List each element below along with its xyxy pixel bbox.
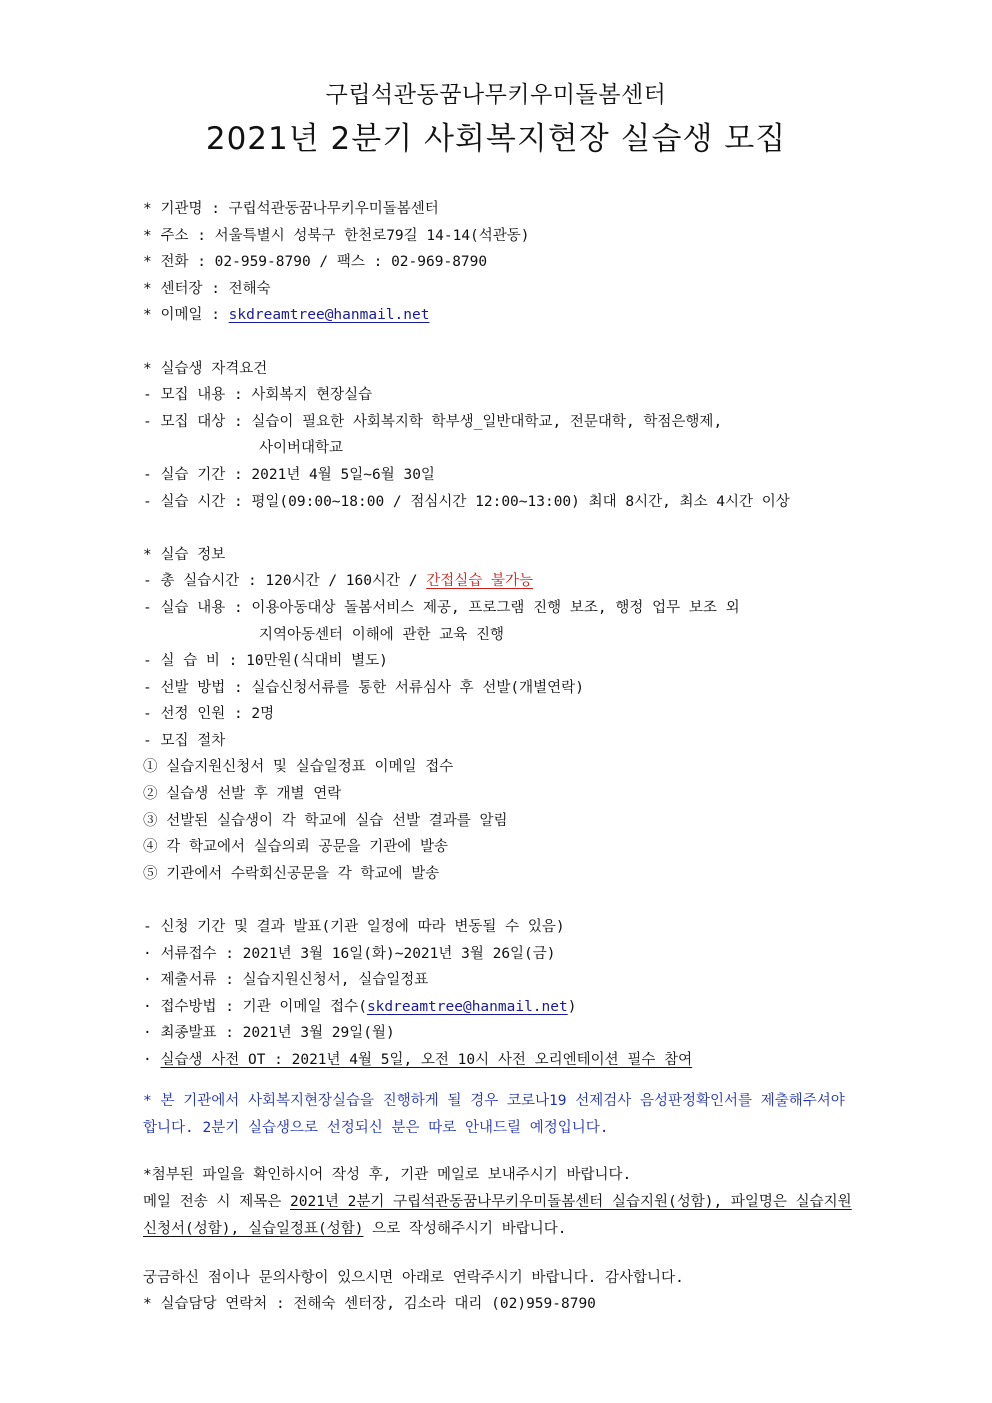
- schedule-receipt: 서류접수 : 2021년 3월 16일(화)~2021년 3월 26일(금): [160, 945, 556, 962]
- schedule-item: [143, 1047, 863, 1074]
- practice-content-cont: 지역아동센터 이해에 관한 교육 진행: [259, 626, 505, 643]
- mail-suffix: 으로 작성해주시기 바랍니다.: [363, 1220, 567, 1237]
- schedule-method-end: ): [567, 998, 577, 1015]
- procedure-heading: - 모집 절차: [143, 732, 226, 749]
- bullet: ·: [143, 998, 152, 1015]
- schedule-final: 최종발표 : 2021년 3월 29일(월): [160, 1025, 395, 1042]
- procedure-step: ③ 선발된 실습생이 각 학교에 실습 선발 결과를 알림: [143, 812, 508, 829]
- info-email-label: * 이메일 :: [143, 307, 229, 324]
- schedule-docs: 제출서류 : 실습지원신청서, 실습일정표: [160, 972, 429, 989]
- bullet: ·: [143, 972, 152, 989]
- schedule-ot: 실습생 사전 OT : 2021년 4월 5일, 오전 10시 사전 오리엔테이션 필수 참여: [160, 1052, 693, 1068]
- covid-notice: * 본 기관에서 사회복지현장실습을 진행하게 될 경우 코로나19 선제검사 음성판정확인서를 제출해주셔야 합니다. 2분기 실습생으로 선정되신 분은 따로 안내드릴 예정입니다.: [143, 1092, 845, 1136]
- info-address: * 주소 : 서울특별시 성북구 한천로79길 14-14(석관동): [143, 227, 530, 244]
- procedure-step: ② 실습생 선발 후 개별 연락: [143, 786, 342, 803]
- schedule-item: [143, 994, 863, 1021]
- document-body: [143, 196, 863, 1318]
- practice-total-label: - 총 실습시간 : 120시간 / 160시간 /: [143, 573, 427, 590]
- mail-subject: 2021년 2분기 구립석관동꿈나무키우미돌봄센터 실습지원(성함), 파일명은 실습지원신청서(성함), 실습일정표(성함): [143, 1193, 852, 1237]
- bullet: ·: [143, 1052, 152, 1068]
- procedure-step: ① 실습지원신청서 및 실습일정표 이메일 접수: [143, 759, 454, 776]
- qualification-content: - 모집 내용 : 사회복지 현장실습: [143, 387, 373, 404]
- practice-count: - 선정 인원 : 2명: [143, 706, 275, 723]
- mail-prefix: 메일 전송 시 제목은: [143, 1193, 290, 1210]
- info-phone: * 전화 : 02-959-8790 / 팩스 : 02-969-8790: [143, 254, 488, 271]
- info-email-row: [143, 302, 863, 329]
- schedule-item: [143, 967, 863, 994]
- practice-heading: * 실습 정보: [143, 546, 226, 563]
- qualification-heading: * 실습생 자격요건: [143, 360, 268, 377]
- mail-subject-notice: [143, 1189, 863, 1243]
- practice-content: - 실습 내용 : 이용아동대상 돌봄서비스 제공, 프로그램 진행 보조, 행정 업무 보조 외: [143, 599, 740, 616]
- schedule-item: [143, 1020, 863, 1047]
- schedule-method: 접수방법 : 기관 이메일 접수(: [160, 998, 367, 1015]
- organization-name: 구립석관동꿈나무키우미돌봄센터: [325, 82, 667, 108]
- document-title: 2021년 2분기 사회복지현장 실습생 모집: [205, 121, 787, 157]
- bullet: ·: [143, 1025, 152, 1042]
- practice-total-row: [143, 568, 863, 595]
- practice-fee: - 실 습 비 : 10만원(식대비 별도): [143, 653, 388, 670]
- practice-total-highlight: 간접실습 불가능: [426, 573, 533, 590]
- qualification-time: - 실습 시간 : 평일(09:00~18:00 / 점심시간 12:00~13:00) 최대 8시간, 최소 4시간 이상: [143, 493, 790, 510]
- contact-line: * 실습담당 연락처 : 전해숙 센터장, 김소라 대리 (02)959-8790: [143, 1296, 596, 1313]
- schedule-heading: - 신청 기간 및 결과 발표(기관 일정에 따라 변동될 수 있음): [143, 919, 565, 936]
- procedure-step: ⑤ 기관에서 수락회신공문을 각 학교에 발송: [143, 865, 440, 882]
- qualification-target: - 모집 대상 : 실습이 필요한 사회복지학 학부생_일반대학교, 전문대학, 학점은행제,: [143, 413, 723, 430]
- attach-notice: *첨부된 파일을 확인하시어 작성 후, 기관 메일로 보내주시기 바랍니다.: [143, 1166, 632, 1183]
- qualification-period: - 실습 기간 : 2021년 4월 5일~6월 30일: [143, 466, 435, 483]
- info-org: * 기관명 : 구립석관동꿈나무키우미돌봄센터: [143, 201, 439, 217]
- qualification-target-cont: 사이버대학교: [259, 440, 344, 457]
- practice-selection: - 선발 방법 : 실습신청서류를 통한 서류심사 후 선발(개별연락): [143, 679, 584, 696]
- document-header: [0, 78, 992, 164]
- schedule-email-link[interactable]: skdreamtree@hanmail.net: [366, 998, 568, 1015]
- questions-line: 궁금하신 점이나 문의사항이 있으시면 아래로 연락주시기 바랍니다. 감사합니다.: [143, 1269, 684, 1286]
- bullet: ·: [143, 945, 152, 962]
- schedule-item: [143, 941, 863, 968]
- email-link[interactable]: skdreamtree@hanmail.net: [228, 307, 430, 324]
- info-director: * 센터장 : 전해숙: [143, 280, 271, 297]
- procedure-step: ④ 각 학교에서 실습의뢰 공문을 기관에 발송: [143, 839, 448, 856]
